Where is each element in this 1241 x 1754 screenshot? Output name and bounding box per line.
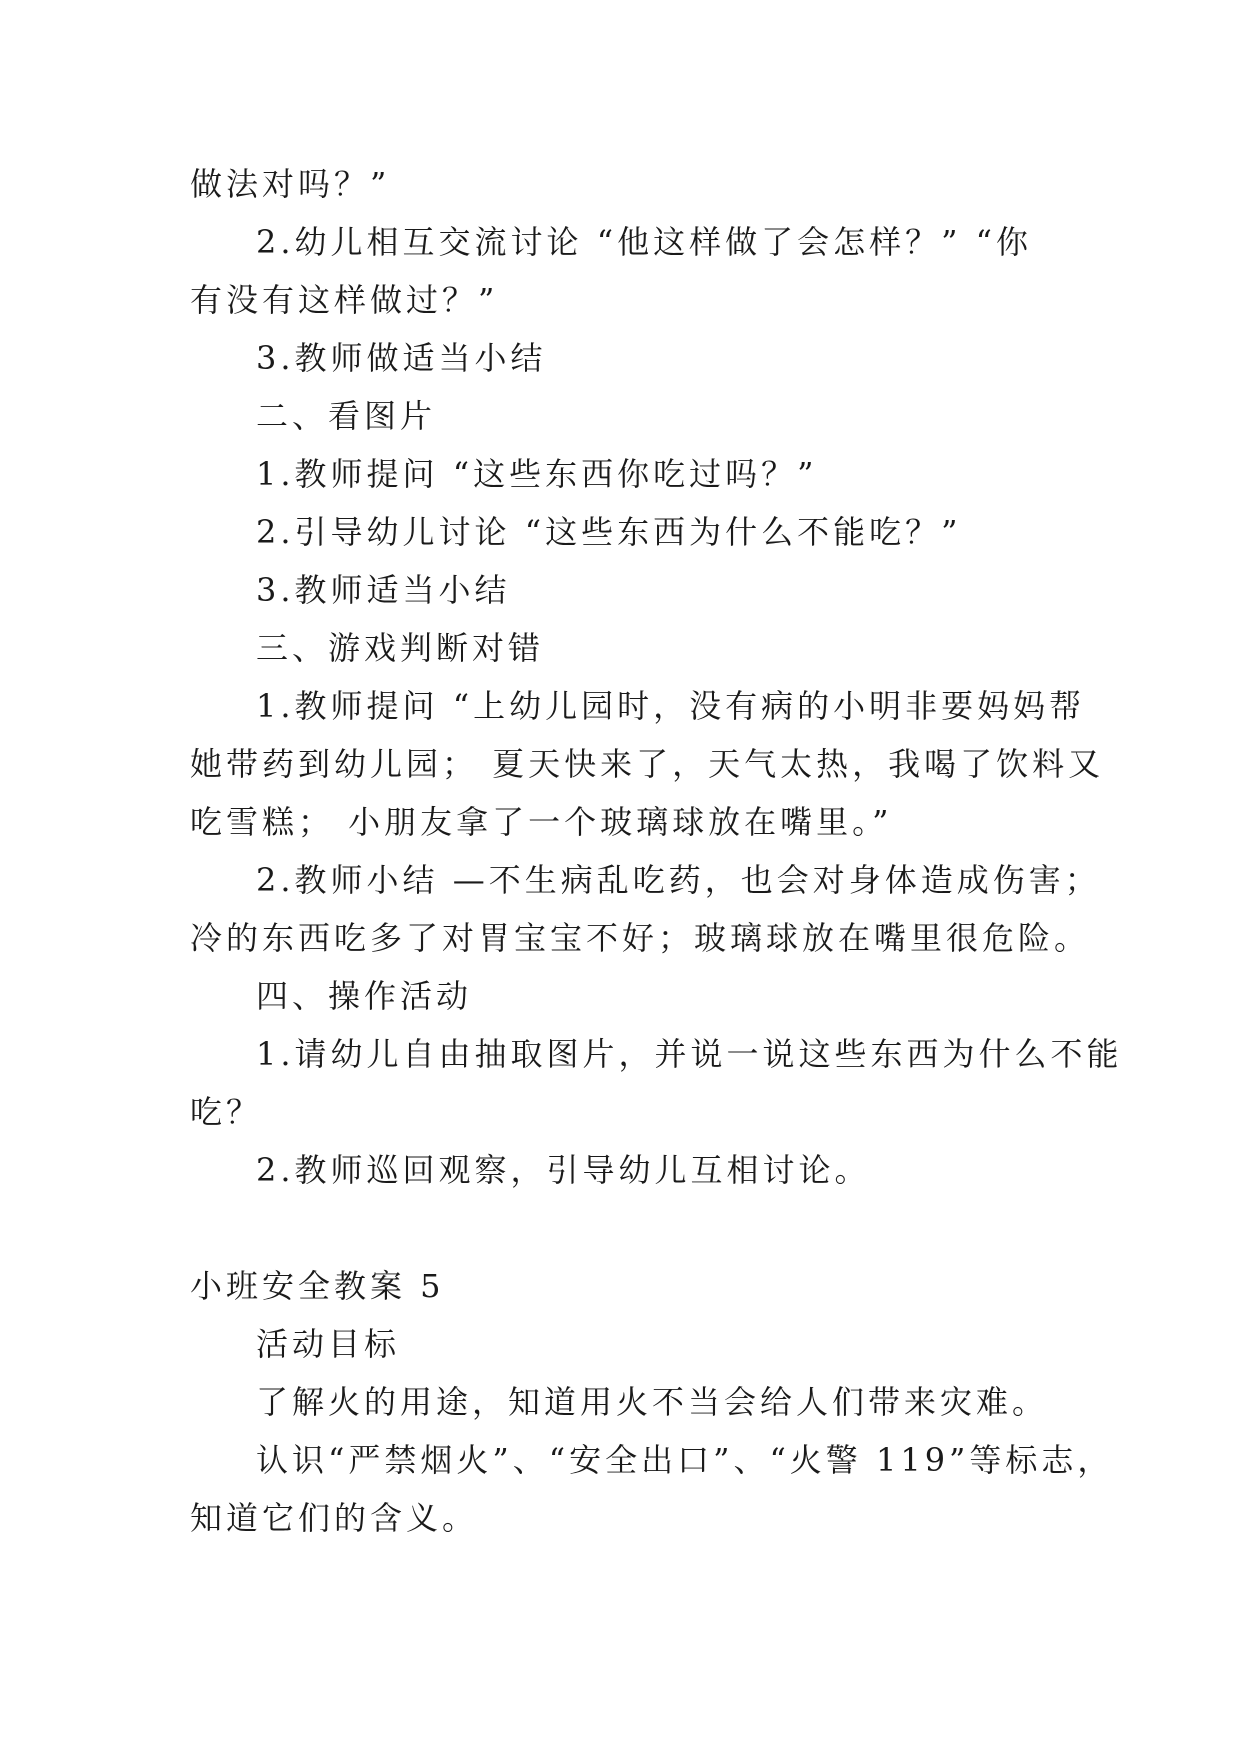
text-line: 2.引导幼儿讨论 “这些东西为什么不能吃？”: [256, 513, 962, 551]
text-line: 有没有这样做过？”: [190, 281, 499, 319]
text-line: 吃雪糕； 小朋友拿了一个玻璃球放在嘴里。”: [190, 803, 893, 841]
text-line: 吃？: [190, 1093, 263, 1131]
section-heading: 二、看图片: [256, 397, 437, 435]
text-line: 1.教师提问 “上幼儿园时，没有病的小明非要妈妈帮: [256, 687, 1086, 725]
text-line: 3.教师做适当小结: [256, 339, 547, 377]
section-heading: 活动目标: [256, 1325, 401, 1363]
text-line: 1.教师提问 “这些东西你吃过吗？”: [256, 455, 818, 493]
text-line: 知道它们的含义。: [190, 1499, 479, 1537]
text-line: 2.幼儿相互交流讨论 “他这样做了会怎样？” “你: [256, 223, 1032, 261]
text-line: 2.教师巡回观察，引导幼儿互相讨论。: [256, 1151, 871, 1189]
section-heading: 三、游戏判断对错: [256, 629, 545, 667]
text-line: 冷的东西吃多了对胃宝宝不好；玻璃球放在嘴里很危险。: [190, 919, 1091, 957]
text-line: 认识“严禁烟火”、“安全出口”、“火警 119”等标志，: [256, 1441, 1114, 1479]
text-line: 2.教师小结 —不生病乱吃药，也会对身体造成伤害；: [256, 861, 1101, 899]
text-line: 3.教师适当小结: [256, 571, 511, 609]
document-title: 小班安全教案 5: [190, 1267, 445, 1305]
section-heading: 四、操作活动: [256, 977, 473, 1015]
text-line: 她带药到幼儿园； 夏天快来了，天气太热，我喝了饮料又: [190, 745, 1105, 783]
text-line: 了解火的用途，知道用火不当会给人们带来灾难。: [256, 1383, 1049, 1421]
text-line: 1.请幼儿自由抽取图片，并说一说这些东西为什么不能: [256, 1035, 1123, 1073]
text-line: 做法对吗？”: [190, 165, 391, 203]
